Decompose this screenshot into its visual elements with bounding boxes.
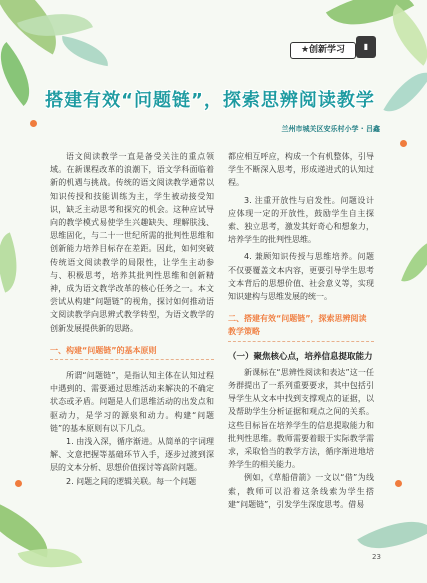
berry-decoration [15,480,22,487]
leaf-decoration [0,42,45,106]
paragraph: 例如，《草船借箭》一文以“借”为线索，教师可以沿着这条线索为学生搭建“问题链”，引发学生深度思考。借易 [228,473,374,509]
author-line: 兰州市城关区安乐村小学 · 吕鑫 [281,125,380,133]
leaf-decoration [0,232,29,292]
section-heading: 二、搭建有效“问题链”，探索思辨阅读教学策略 [228,312,374,341]
paragraph: 4. 兼顾知识传授与思维培养。问题不仅要覆盖文本内容，更要引导学生思考文本背后的思想价值、社会意义等，实现知识建构与思维发展的统一。 [228,252,374,302]
subsection-heading: （一）聚焦核心点，培养信息提取能力 [228,351,373,362]
book-icon: ▮ [356,36,376,58]
column-badge: ★创新学习 [290,42,356,59]
paragraph: 新课标在“思辨性阅读和表达”这一任务群提出了一系列重要要求，其中包括引导学生从文本中找到支撑观点的证据，以及帮助学生分析证据和观点之间的关系。这些目标旨在培养学生的信息提取能力和批判性思维。教师需要着眼于实际教学需求，采取恰当的教学方法，循序渐进地培养学生的相关能力。 [228,367,374,470]
paragraph: 1. 由浅入深，循序渐进。从简单的字词理解、文意把握等基础环节入手，逐步过渡到深层的文本分析、思想价值探讨等高阶问题。 [50,437,214,473]
article-title: 搭建有效“问题链”，探索思辨阅读教学 [45,90,375,111]
leaf-decoration [401,234,427,289]
right-column [228,150,374,511]
paragraph: 语文阅读教学一直是备受关注的重点领域。在新课程改革的浪潮下，语文学科面临着新的机遇与挑战。传统的语文阅读教学通常以知识传授和技能训练为主，学生被动接受知识，缺乏主动思考和探究的机会。这种应试导向的教学模式易使学生兴趣缺失、理解肤浅、思维固化，与二十一世纪所需的批判性思维和创新能力培养目标存在差距。因此，如何突破传统语文阅读教学的局限性，让学生主动参与、积极思考，培养其批判性思维和创新精神，成为语文教学改革的核心任务之一。本文尝试从构建“问题链”的视角，探讨如何推动语文阅读教学向思辨式教学转型，为语文教学的创新发展提供新的思路。 [50,152,214,333]
berry-decoration [400,140,407,147]
berry-decoration [30,120,37,127]
page-number: 23 [372,553,381,561]
paragraph: 都应相互呼应，构成一个有机整体，引导学生不断深入思考，形成递进式的认知过程。 [228,152,374,188]
paragraph: 3. 注重开放性与启发性。问题设计应体现一定的开放性，鼓励学生自主探索、独立思考，激发其好奇心和想象力，培养学生的批判性思维。 [228,195,374,245]
leaf-decoration [383,62,427,122]
berry-decoration [395,480,402,487]
section-heading: 一、构建“问题链”的基本原则 [50,344,214,360]
paragraph: 2. 问题之间的逻辑关联。每一个问题 [66,476,197,486]
paragraph: 所谓“问题链”，是指认知主体在认知过程中遇到的、需要通过思维活动来解决的不确定状态或矛盾。问题是人们思维活动的出发点和驱动力，是学习的源泉和动力。构建“问题链”的基本原则有以下几点。 [50,371,214,433]
left-column [50,150,214,488]
leaf-decoration [357,505,427,566]
leaf-decoration [58,36,111,66]
